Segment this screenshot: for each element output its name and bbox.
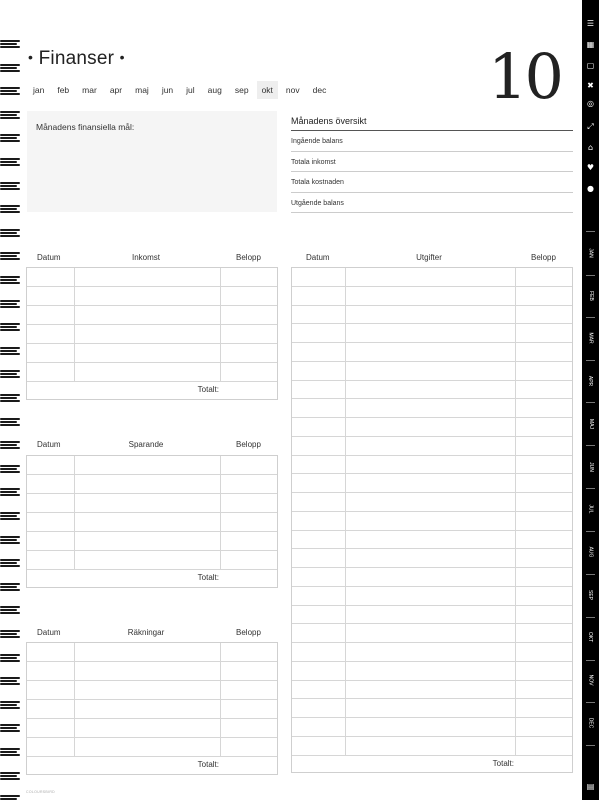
col-header-amount: Belopp [531,253,556,262]
table-row-line [292,567,572,568]
table-row-line [27,286,277,287]
col-header-date: Datum [37,253,61,262]
table-row-line [292,398,572,399]
spiral-ring [0,158,20,166]
table-grid-utgifter[interactable] [291,267,573,773]
col-header-date: Datum [37,628,61,637]
spiral-ring [0,748,20,756]
table-column-line [345,268,346,755]
table-grid-rakningar[interactable] [26,642,278,775]
month-link-jul[interactable]: jul [186,85,195,95]
table-column-line [220,643,221,756]
table-row-line [292,380,572,381]
table-row-line [292,717,572,718]
table-row-line [27,343,277,344]
tab-month-mar[interactable]: MAR [587,332,594,344]
page-title-text: Finanser [38,48,115,69]
page-title: • Finanser • [28,48,125,69]
tab-separator [586,660,595,661]
table-row-line [27,474,277,475]
spiral-icon[interactable]: ◎ [587,99,594,108]
tab-separator [586,231,595,232]
spiral-ring [0,772,20,780]
spiral-ring [0,300,20,308]
list-icon[interactable]: ☰ [586,19,595,28]
tab-separator [586,402,595,403]
table-row-line [292,286,572,287]
table-row-line [27,550,277,551]
spiral-ring [0,512,20,520]
table-row-line [292,605,572,606]
tab-month-aug[interactable]: AUG [587,546,594,558]
spiral-ring [0,441,20,449]
table-column-line [74,268,75,381]
spiral-ring [0,205,20,213]
table-row-line [292,342,572,343]
tab-separator [586,702,595,703]
notes-icon[interactable]: ▤ [586,782,595,791]
overview-row-total-income[interactable]: Totala inkomst [291,152,573,173]
calendar-icon[interactable]: ▦ [586,40,595,49]
overview-title: Månadens översikt [291,112,573,131]
total-label-sparande: Totalt: [197,573,219,582]
table-column-line [515,268,516,755]
document-icon[interactable]: ▢ [586,61,595,70]
tab-month-jan[interactable]: JAN [587,248,594,258]
tools-icon[interactable]: ✖ [587,81,594,90]
spiral-ring [0,40,20,48]
spiral-ring [0,323,20,331]
spiral-ring [0,606,20,614]
table-row-line [292,455,572,456]
spiral-ring [0,64,20,72]
tab-month-apr[interactable]: APR [587,375,594,387]
spiral-ring [0,654,20,662]
col-header-description: Räkningar [127,628,165,637]
spiral-ring [0,465,20,473]
tab-separator [586,275,595,276]
month-nav [28,81,334,99]
table-header-sparande [26,440,278,456]
spiral-ring [0,677,20,685]
table-row-line [292,473,572,474]
spiral-ring [0,276,20,284]
spiral-ring [0,370,20,378]
monthly-overview [291,112,573,213]
tab-separator [586,445,595,446]
table-row-line [292,586,572,587]
spiral-ring [0,488,20,496]
spiral-ring [0,559,20,567]
month-link-okt[interactable]: okt [257,81,278,99]
table-row-line [292,492,572,493]
overview-row-closing-balance[interactable]: Utgående balans [291,193,573,214]
month-link-jun[interactable]: jun [161,85,174,95]
table-row-line [292,436,572,437]
table-row-line [27,661,277,662]
total-label-rakningar: Totalt: [197,760,219,769]
tab-separator [586,531,595,532]
index-tab [582,0,599,800]
overview-row-opening-balance[interactable]: Ingående balans [291,131,573,152]
table-row-line [292,530,572,531]
col-header-description: Sparande [128,440,164,449]
col-header-description: Utgifter [416,253,442,262]
col-header-amount: Belopp [236,440,261,449]
heart-icon[interactable]: ♥ [586,163,595,172]
table-row-line [27,362,277,363]
table-column-line [74,456,75,569]
table-row-line [292,642,572,643]
spiral-ring [0,111,20,119]
table-row-line [292,323,572,324]
tab-separator [586,745,595,746]
table-row-line [292,305,572,306]
spiral-ring [0,182,20,190]
month-link-sep[interactable]: sep [234,85,249,95]
spiral-ring [0,87,20,95]
tab-month-dec[interactable]: DEC [587,717,594,728]
spiral-ring [0,252,20,260]
tab-month-nov[interactable]: NOV [587,674,594,686]
table-grid-inkomst[interactable] [26,267,278,400]
table-row-line [27,531,277,532]
month-link-aug[interactable]: aug [207,85,222,95]
table-row-line [292,680,572,681]
month-number: 10 [488,40,561,113]
month-link-feb[interactable]: feb [57,85,70,95]
table-row-line [292,755,572,756]
table-row-line [27,381,277,382]
col-header-amount: Belopp [236,253,261,262]
col-header-date: Datum [306,253,330,262]
table-row-line [27,512,277,513]
spiral-binding [0,0,22,800]
table-row-line [27,737,277,738]
tab-month-okt[interactable]: OKT [587,632,594,643]
month-link-apr[interactable]: apr [109,85,123,95]
spiral-ring [0,724,20,732]
col-header-date: Datum [37,440,61,449]
tab-month-maj[interactable]: MAJ [587,418,594,429]
overview-row-total-cost[interactable]: Totala kostnaden [291,172,573,193]
bank-icon[interactable]: ⌂ [587,143,594,152]
table-row-line [27,569,277,570]
table-row-line [27,680,277,681]
month-link-jan[interactable]: jan [33,85,45,95]
tab-month-feb[interactable]: FEB [587,290,594,301]
spiral-ring [0,701,20,709]
tab-month-sep[interactable]: SEP [587,589,594,600]
table-column-line [220,268,221,381]
table-row-line [27,324,277,325]
spiral-ring [0,418,20,426]
spiral-ring [0,795,20,800]
total-label-utgifter: Totalt: [492,758,514,768]
month-link-dec[interactable]: dec [312,85,327,95]
spiral-ring [0,536,20,544]
spiral-ring [0,347,20,355]
table-column-line [74,643,75,756]
tab-separator [586,317,595,318]
table-row-line [292,736,572,737]
tab-separator [586,360,595,361]
table-column-line [220,456,221,569]
tab-separator [586,574,595,575]
table-row-line [27,718,277,719]
table-row-line [27,699,277,700]
table-row-line [27,756,277,757]
tab-month-jun[interactable]: JUN [587,461,594,472]
tab-month-jul[interactable]: JUL [587,504,594,514]
goal-box[interactable] [27,111,277,212]
col-header-description: Inkomst [131,253,160,262]
month-link-mar[interactable]: mar [82,85,97,95]
table-row-line [292,548,572,549]
table-grid-sparande[interactable] [26,455,278,588]
table-row-line [292,698,572,699]
table-row-line [27,493,277,494]
spiral-ring [0,229,20,237]
spiral-ring [0,583,20,591]
expand-icon[interactable]: ⤢ [587,122,594,131]
apple-icon[interactable]: ● [587,184,594,193]
table-row-line [292,417,572,418]
month-link-nov[interactable]: nov [285,85,300,95]
total-label-inkomst: Totalt: [197,385,219,394]
tab-separator [586,488,595,489]
table-row-line [27,305,277,306]
tab-separator [586,617,595,618]
col-header-amount: Belopp [236,628,261,637]
goal-label: Månadens finansiella mål: [36,122,135,132]
footer-brand: COLOURSBIRD [26,790,55,794]
spiral-ring [0,394,20,402]
table-row-line [292,623,572,624]
spiral-ring [0,134,20,142]
table-row-line [292,511,572,512]
table-row-line [292,661,572,662]
month-link-maj[interactable]: maj [135,85,149,95]
spiral-ring [0,630,20,638]
table-row-line [292,361,572,362]
